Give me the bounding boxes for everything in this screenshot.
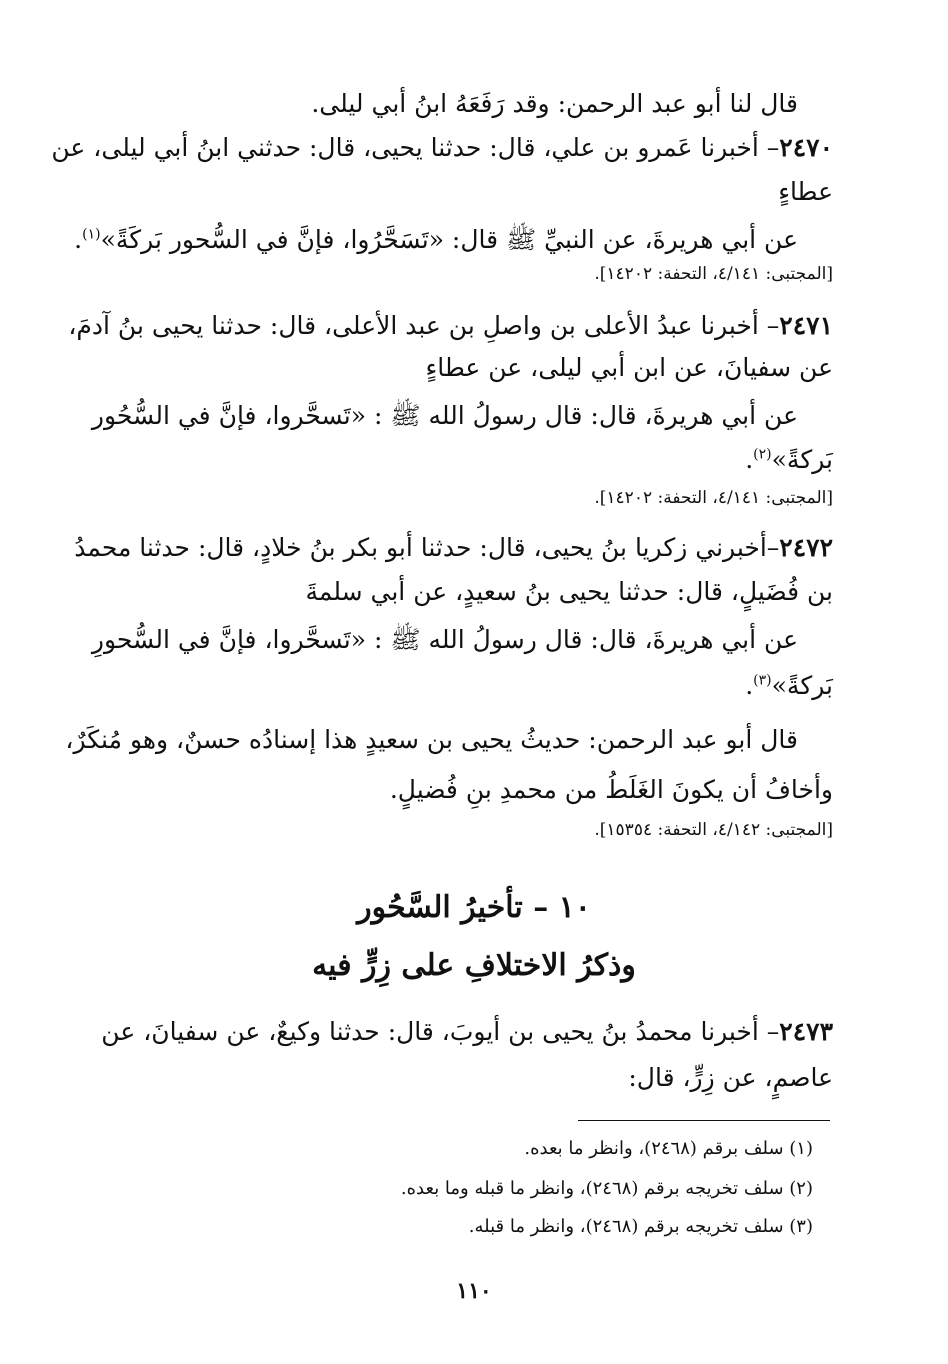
hadith-2472-line1	[74, 530, 833, 566]
line-text: بن فُضَيلٍ، قال: حدثنا يحيى بنُ سعيدٍ، عن أبي سلمةَ	[305, 577, 833, 606]
line-text: عن أبي هريرةَ، قال: قال رسولُ الله ﷺ : «تَسحَّروا، فإنَّ في السُّحورِ	[91, 625, 798, 654]
line-text: عن سفيانَ، عن ابن أبي ليلى، عن عطاءٍ	[425, 353, 833, 382]
footnote-2: (٢) سلف تخريجه برقم (٢٤٦٨)، وانظر ما قبله وما بعده.	[400, 1178, 813, 1199]
line-text: بَركةً»	[771, 445, 833, 474]
reference-line	[118, 486, 833, 510]
hadith-2472-matn1	[91, 622, 798, 658]
line-text: وأخافُ أن يكونَ الغَلَطُ من محمدِ بنِ فُضيلٍ.	[389, 775, 833, 804]
line-text: عن أبي هريرةَ، عن النبيِّ ﷺ قال: «تَسَحَّرُوا، فإنَّ في السُّحور بَركَةً»	[100, 225, 798, 254]
chapter-subtitle: وذكرُ الاختلافِ على زِرٍّ فيه	[312, 948, 636, 983]
hadith-number: ٢٤٧٢	[779, 533, 833, 562]
line-text: عن أبي هريرةَ، قال: قال رسولُ الله ﷺ : «تَسحَّروا، فإنَّ في السُّحُور	[91, 401, 798, 430]
footnote-3: (٣) سلف تخريجه برقم (٢٤٦٨)، وانظر ما قبله.	[468, 1216, 813, 1237]
hadith-2473-line2	[118, 1060, 833, 1096]
footnote-marker: (٣)	[753, 672, 772, 689]
reference-text: [المجتبى: ٤/١٤١، التحفة: ١٤٢٠٢].	[594, 488, 833, 508]
hadith-number: ٢٤٧٣	[779, 1017, 833, 1046]
hadith-2473-line1	[101, 1014, 833, 1050]
text-line	[118, 86, 798, 122]
line-text: عاصمٍ، عن زِرٍّ، قال:	[628, 1063, 833, 1092]
footnote-divider	[578, 1120, 830, 1121]
line-text: – أخبرنا عبدُ الأعلى بن واصلِ بن عبد الأعلى، قال: حدثنا يحيى بنُ آدمَ،	[68, 311, 780, 340]
line-text: – أخبرنا محمدُ بنُ يحيى بن أيوبَ، قال: حدثنا وكيعٌ، عن سفيانَ، عن	[101, 1017, 780, 1046]
footnote-1: (١) سلف برقم (٢٤٦٨)، وانظر ما بعده.	[524, 1138, 813, 1159]
line-text: عطاءٍ	[778, 177, 833, 206]
commentary-line2	[118, 772, 833, 808]
reference-line	[118, 818, 833, 842]
page-number: ١١٠	[456, 1278, 492, 1304]
reference-line	[118, 262, 833, 286]
hadith-2470-line1	[51, 130, 833, 166]
hadith-2472-line2	[118, 574, 833, 610]
commentary-line1	[65, 722, 798, 758]
hadith-number: ٢٤٧١	[779, 311, 833, 340]
hadith-2471-line2	[118, 350, 833, 386]
hadith-2471-line1	[68, 308, 833, 344]
line-text: – أخبرنا عَمرو بن علي، قال: حدثنا يحيى، قال: حدثني ابنُ أبي ليلى، عن	[51, 133, 780, 162]
hadith-2471-matn2: بَركةً»$^{(٢)}$.	[745, 445, 833, 474]
line-text: قال أبو عبد الرحمن: حديثُ يحيى بن سعيدٍ هذا إسنادُه حسنٌ، وهو مُنكَرٌ،	[65, 725, 798, 754]
reference-text: [المجتبى: ٤/١٤١، التحفة: ١٤٢٠٢].	[594, 264, 833, 284]
line-text: قال لنا أبو عبد الرحمن: وقد رَفَعَهُ ابنُ أبي ليلى.	[311, 89, 798, 118]
hadith-2471-matn1	[91, 398, 798, 434]
footnote-marker: (١)	[82, 226, 101, 243]
chapter-title: ١٠ – تأخيرُ السَّحُور	[357, 890, 591, 925]
reference-text: [المجتبى: ٤/١٤٢، التحفة: ١٥٣٥٤].	[594, 820, 833, 840]
hadith-number: ٢٤٧٠	[779, 133, 833, 162]
hadith-2470-matn: عن أبي هريرةَ، عن النبيِّ ﷺ قال: «تَسَحَّرُوا، فإنَّ في السُّحور بَركَةً»$^{(١)}$.	[74, 225, 798, 254]
line-text: بَركةً»	[771, 671, 833, 700]
line-text: –أخبرني زكريا بنُ يحيى، قال: حدثنا أبو بكر بنُ خلادٍ، قال: حدثنا محمدُ	[74, 533, 780, 562]
hadith-2470-line2	[118, 174, 833, 210]
hadith-2472-matn2: بَركةً»$^{(٣)}$.	[745, 671, 833, 700]
footnote-marker: (٢)	[753, 446, 772, 463]
